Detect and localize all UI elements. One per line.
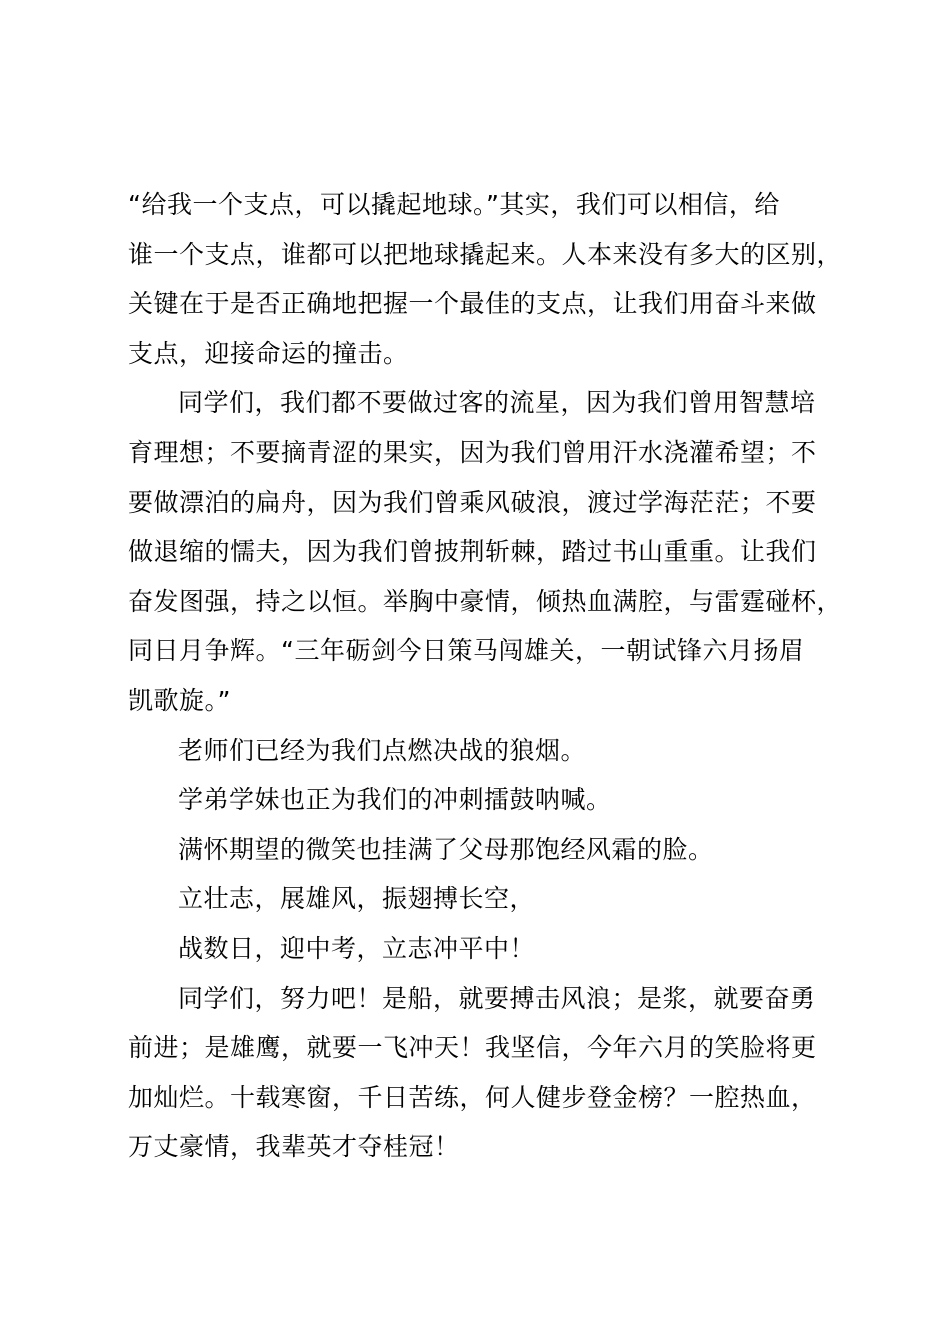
text-line: 前进；是雄鹰，就要一飞冲天！我坚信，今年六月的笑脸将更 — [128, 1033, 817, 1063]
text-line: 老师们已经为我们点燃决战的狼烟。 — [178, 735, 587, 765]
text-line: 做退缩的懦夫，因为我们曾披荆斩棘，踏过书山重重。让我们 — [128, 537, 817, 567]
text-line: 奋发图强，持之以恒。举胸中豪情，倾热血满腔，与雷霆碰杯， — [128, 586, 843, 616]
text-line: 立壮志，展雄风，振翅搏长空， — [178, 884, 536, 914]
text-line: 育理想；不要摘青涩的果实，因为我们曾用汗水浇灌希望；不 — [128, 437, 817, 467]
text-line: 战数日，迎中考，立志冲平中！ — [178, 933, 536, 963]
text-line: 学弟学妹也正为我们的冲刺擂鼓呐喊。 — [178, 785, 612, 815]
text-line: 同学们，努力吧！是船，就要搏击风浪；是浆，就要奋勇 — [178, 983, 816, 1013]
text-line: 关键在于是否正确地把握一个最佳的支点，让我们用奋斗来做 — [128, 289, 817, 319]
text-line: 凯歌旋。” — [128, 685, 231, 715]
text-line: 支点，迎接命运的撞击。 — [128, 338, 409, 368]
text-line: 要做漂泊的扁舟，因为我们曾乘风破浪，渡过学海茫茫；不要 — [128, 487, 817, 517]
text-line: 同学们，我们都不要做过客的流星，因为我们曾用智慧培 — [178, 388, 816, 418]
text-line: 同日月争辉。“三年砺剑今日策马闯雄关，一朝试锋六月扬眉 — [128, 636, 805, 666]
text-line: 万丈豪情，我辈英才夺桂冠！ — [128, 1132, 460, 1162]
document-body — [128, 180, 843, 1172]
text-line: 满怀期望的微笑也挂满了父母那饱经风霜的脸。 — [178, 834, 714, 864]
text-line: 谁一个支点，谁都可以把地球撬起来。人本来没有多大的区别， — [128, 239, 843, 269]
text-line: “给我一个支点，可以撬起地球。”其实，我们可以相信，给 — [128, 190, 780, 219]
text-line: 加灿烂。十载寒窗，千日苦练，何人健步登金榜？一腔热血， — [128, 1082, 817, 1112]
